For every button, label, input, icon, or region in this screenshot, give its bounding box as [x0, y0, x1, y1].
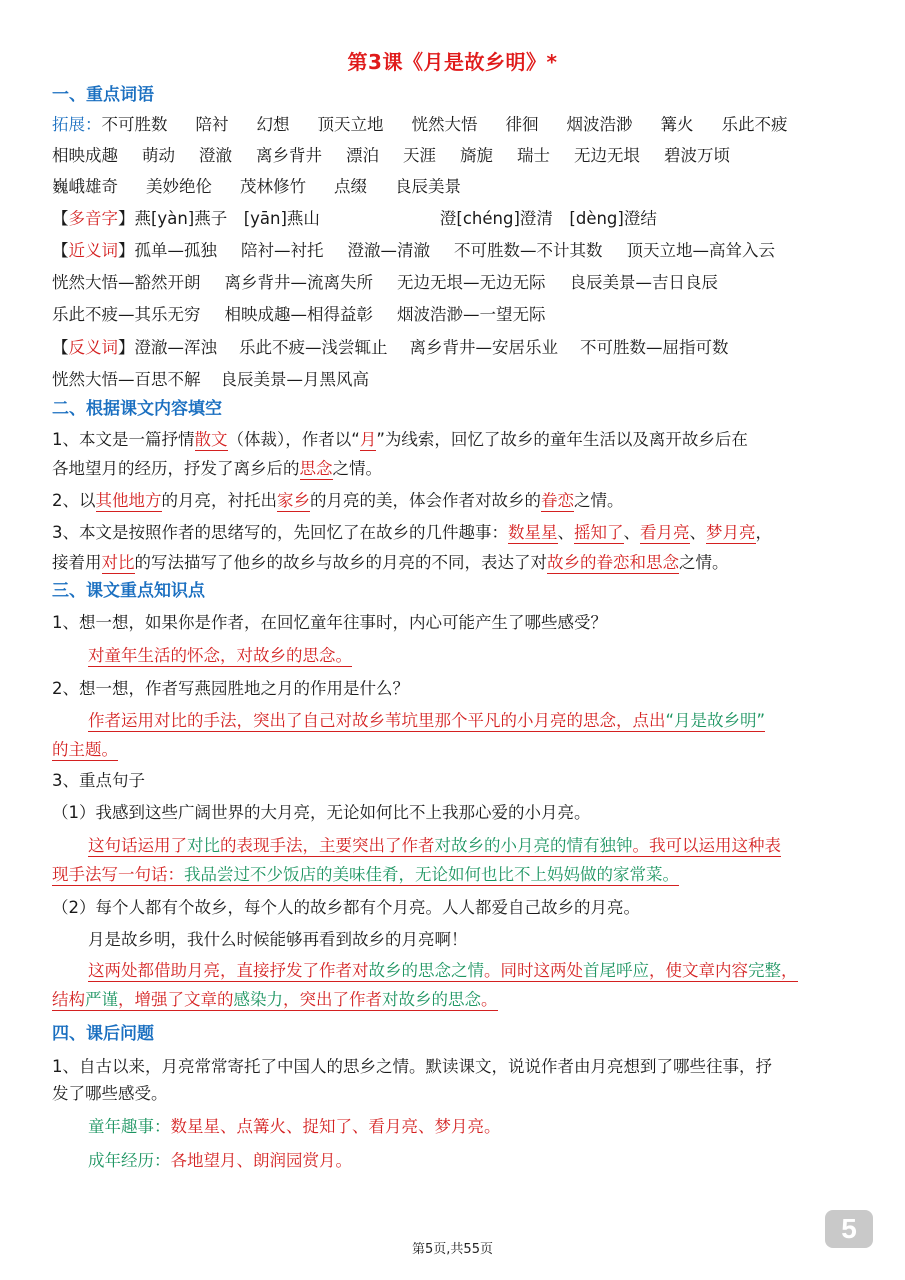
synonym-row-3 — [52, 304, 546, 326]
fill-q2-text-4: 之情。 — [574, 491, 624, 510]
ks2-ans-6: 完整 — [748, 961, 781, 980]
fill-q1-answer-clue: 月 — [359, 430, 377, 449]
fill-q3-sep: 、 — [689, 523, 706, 542]
know-a2-theme: “月是故乡明” — [665, 711, 766, 730]
vocab-word: 乐此不疲 — [721, 115, 788, 134]
ext-label: 拓展： — [52, 115, 102, 134]
vocab-word: 离乡背井 — [256, 146, 322, 165]
synonym-pair: 恍然大悟—豁然开朗 — [52, 273, 201, 292]
fill-q2-answer-1: 其他地方 — [95, 491, 162, 510]
fill-q1-answer-genre: 散文 — [194, 430, 228, 449]
antonym-row-2 — [52, 369, 369, 391]
synonym-pair: 相映成趣—相得益彰 — [224, 305, 373, 324]
ext-words-row-3 — [52, 176, 461, 198]
ks2-ans-12: ，突出了作者 — [283, 990, 382, 1009]
key-sentence-2-answer-line-2 — [52, 989, 498, 1011]
know-a2-line-1 — [52, 710, 765, 732]
antonym-pair: 良辰美景—月黑风高 — [220, 370, 369, 389]
fill-q3-sep: ， — [755, 523, 772, 542]
page-number-badge: 5 — [825, 1210, 873, 1248]
fill-q1-text-2: （体裁），作者以“ — [227, 430, 360, 449]
key-sentence-2-b: 月是故乡明，我什么时候能够再看到故乡的月亮啊！ — [88, 930, 468, 949]
ks2-ans-2: 故乡的思念之情 — [368, 961, 484, 980]
fill-q3-text: 3、本文是按照作者的思绪写的，先回忆了在故乡的几件趣事： — [52, 523, 508, 542]
vocab-word: 无边无垠 — [574, 146, 640, 165]
fill-q3-answer-1: 数星星 — [508, 523, 558, 542]
fill-q2-answer-3: 眷恋 — [541, 491, 574, 510]
know-a2-text-1: 作者运用 — [88, 711, 154, 730]
synonym-pair: 孤单—孤独 — [134, 241, 217, 260]
fill-q1-answer-feeling: 思念 — [299, 459, 333, 478]
after-q1-line-2: 发了哪些感受。 — [52, 1084, 168, 1103]
synonym-pair: 乐此不疲—其乐无穷 — [52, 305, 201, 324]
know-a2-text-2: 对比的手法，突出了自己对故乡苇坑里那个平凡的小月亮的思念，点出 — [154, 711, 666, 730]
vocab-word: 碧波万顷 — [664, 146, 730, 165]
synonym-pair: 离乡背井—流离失所 — [224, 273, 373, 292]
ks2-ans-13: 对故乡的思念 — [382, 990, 481, 1009]
ks1-ans-2: 对比 — [187, 836, 220, 855]
ks1-ans-4: 对故乡的小月亮的情有独钟 — [434, 836, 633, 855]
antonym-row-1: 【反义词】澄澈—浑浊 乐此不疲—浅尝辄止 离乡背井—安居乐业 不可胜数—屈指可数 — [52, 338, 729, 357]
fill-q3-text-2: 接着用 — [52, 553, 102, 572]
ks1-ans-3: 的表现手法，主要突出了作者 — [220, 836, 435, 855]
fill-q2-answer-2: 家乡 — [277, 491, 310, 510]
fill-q2-text-3: 的月亮的美，体会作者对故乡的 — [310, 491, 541, 510]
synonym-pair: 陪衬—衬托 — [241, 241, 324, 260]
ks2-ans-7: ， — [781, 961, 798, 980]
synonym-pair: 良辰美景—吉日良辰 — [569, 273, 718, 292]
antonym-pair: 恍然大悟—百思不解 — [52, 370, 201, 389]
key-sentence-2-answer-line-1 — [52, 960, 798, 982]
fill-q3-line-2 — [52, 552, 729, 574]
ks2-ans-5: ，使文章内容 — [649, 961, 748, 980]
fill-q3-answer-2: 摇知了 — [574, 523, 624, 542]
vocab-word: 恍然大悟 — [411, 115, 478, 134]
after-a1-adult — [52, 1150, 352, 1172]
vocab-word: 萌动 — [142, 146, 175, 165]
vocab-word: 不可胜数 — [101, 115, 168, 134]
fill-q1-text-3: ”为线索，回忆了故乡的童年生活以及离开故乡后在 — [376, 430, 748, 449]
fill-q3-text-4: 之情。 — [679, 553, 729, 572]
fill-q3-sep: 、 — [623, 523, 640, 542]
ks2-ans-1: 这两处都借助月亮，直接抒发了作者对 — [88, 961, 369, 980]
vocab-word: 漂泊 — [346, 146, 379, 165]
key-sentence-1: （1）我感到这些广阔世界的大月亮，无论如何比不上我那心爱的小月亮。 — [52, 803, 591, 822]
page-title — [0, 46, 905, 75]
vocab-word: 美妙绝伦 — [146, 177, 212, 196]
ext-words-row-2 — [52, 145, 730, 167]
synonym-label: 近义词 — [68, 241, 118, 260]
vocab-word: 徘徊 — [505, 115, 539, 134]
polyphone-a: 燕[yàn]燕子 [yān]燕山 — [134, 209, 320, 228]
adult-text: 各地望月、朗润园赏月。 — [170, 1151, 352, 1170]
know-a2-line-2 — [52, 739, 118, 761]
synonym-pair: 澄澈—清澈 — [347, 241, 430, 260]
fill-q3-answer-3: 看月亮 — [640, 523, 690, 542]
fill-q1-text: 1、本文是一篇抒情 — [52, 430, 195, 449]
antonym-label: 反义词 — [68, 338, 118, 357]
key-sentence-1-answer-line-1 — [52, 835, 781, 857]
vocab-word: 澄澈 — [199, 146, 232, 165]
ext-words-row-1 — [52, 114, 788, 136]
antonym-pair: 乐此不疲—浅尝辄止 — [239, 338, 388, 357]
know-q2: 2、想一想，作者写燕园胜地之月的作用是什么？ — [52, 679, 409, 698]
section-heading-4: 四、课后问题 — [52, 1024, 154, 1044]
synonym-row-1: 【近义词】孤单—孤独 陪衬—衬托 澄澈—清澈 不可胜数—不计其数 顶天立地—高耸入云 — [52, 241, 775, 260]
after-a1-childhood — [52, 1116, 501, 1138]
vocab-word: 点缀 — [334, 177, 367, 196]
fill-q3-text-3: 的写法描写了他乡的故乡与故乡的月亮的不同，表达了对 — [134, 553, 547, 572]
fill-q3-answer-5: 对比 — [101, 553, 135, 572]
adult-label: 成年经历： — [88, 1151, 171, 1170]
vocab-word: 良辰美景 — [395, 177, 461, 196]
fill-q2-text-2: 的月亮，衬托出 — [161, 491, 277, 510]
fill-q1-text-4: 各地望月的经历，抒发了离乡后的 — [52, 459, 300, 478]
ks2-ans-11: 感染力 — [233, 990, 283, 1009]
title-text: 第3课《月是故乡明》 — [347, 50, 547, 74]
vocab-word: 瑞士 — [517, 146, 550, 165]
know-q3: 3、重点句子 — [52, 771, 145, 790]
ks1-ans-7: 我品尝过不少饭店的美味佳肴，无论如何也比不上妈妈做的家常菜。 — [184, 865, 679, 884]
synonym-pair: 无边无垠—无边无际 — [397, 273, 546, 292]
fill-q3-line-1 — [52, 522, 772, 544]
vocab-word: 幻想 — [256, 115, 290, 134]
ks1-ans-1: 这句话运用了 — [88, 836, 187, 855]
fill-q1-line-1 — [52, 429, 748, 451]
key-sentence-1-answer-line-2 — [52, 864, 679, 886]
ks1-ans-6: 现手法写一句话： — [52, 865, 184, 884]
vocab-word: 顶天立地 — [317, 115, 384, 134]
fill-q3-answer-6: 故乡的眷恋和思念 — [547, 553, 679, 572]
childhood-text: 数星星、点篝火、捉知了、看月亮、梦月亮。 — [170, 1117, 501, 1136]
section-heading-2: 二、根据课文内容填空 — [52, 399, 222, 419]
vocab-word: 旖旎 — [460, 146, 493, 165]
fill-q2-line — [52, 490, 624, 512]
section-heading-3: 三、课文重点知识点 — [52, 581, 205, 601]
ks2-ans-4: 首尾呼应 — [583, 961, 649, 980]
ks2-ans-8: 结构 — [52, 990, 85, 1009]
fill-q1-line-2 — [52, 458, 382, 480]
title-mark: * — [546, 50, 558, 74]
ks1-ans-5: 。我可以运用这种表 — [632, 836, 781, 855]
vocab-word: 陪衬 — [195, 115, 229, 134]
synonym-pair: 顶天立地—高耸入云 — [626, 241, 775, 260]
polyphone-label: 多音字 — [68, 209, 118, 228]
polyphone-row: 【多音字】燕[yàn]燕子 [yān]燕山 澄[chéng]澄清 [dèng]澄结 — [52, 209, 657, 228]
vocab-word: 相映成趣 — [52, 146, 118, 165]
childhood-label: 童年趣事： — [88, 1117, 171, 1136]
ks2-ans-14: 。 — [481, 990, 498, 1009]
page-footer: 第5页,共55页 — [412, 1242, 493, 1257]
synonym-row-2 — [52, 272, 718, 294]
fill-q3-answer-4: 梦月亮 — [706, 523, 756, 542]
vocab-word: 茂林修竹 — [240, 177, 306, 196]
know-q1: 1、想一想，如果你是作者，在回忆童年往事时，内心可能产生了哪些感受？ — [52, 613, 607, 632]
ks2-ans-3: 。同时这两处 — [484, 961, 583, 980]
key-sentence-2-a: （2）每个人都有个故乡，每个人的故乡都有个月亮。人人都爱自己故乡的月亮。 — [52, 898, 640, 917]
polyphone-b: 澄[chéng]澄清 [dèng]澄结 — [439, 209, 657, 228]
know-a1 — [52, 645, 352, 667]
ks2-ans-10: ，增强了文章的 — [118, 990, 234, 1009]
fill-q3-sep: 、 — [557, 523, 574, 542]
vocab-word: 巍峨雄奇 — [52, 177, 118, 196]
fill-q1-text-5: 之情。 — [332, 459, 382, 478]
vocab-word: 篝火 — [660, 115, 694, 134]
know-a1-text: 对童年生活的怀念，对故乡的思念。 — [88, 646, 352, 665]
synonym-pair: 不可胜数—不计其数 — [454, 241, 603, 260]
antonym-pair: 澄澈—浑浊 — [134, 338, 217, 357]
after-q1-line-1: 1、自古以来，月亮常常寄托了中国人的思乡之情。默读课文，说说作者由月亮想到了哪些往事，抒 — [52, 1057, 772, 1076]
ks2-ans-9: 严谨 — [85, 990, 118, 1009]
vocab-word: 烟波浩渺 — [566, 115, 633, 134]
section-heading-1: 一、重点词语 — [52, 85, 154, 105]
know-a2-text-3: 的主题。 — [52, 740, 118, 759]
antonym-pair: 不可胜数—屈指可数 — [580, 338, 729, 357]
fill-q2-text: 2、以 — [52, 491, 96, 510]
synonym-pair: 烟波浩渺—一望无际 — [397, 305, 546, 324]
antonym-pair: 离乡背井—安居乐业 — [409, 338, 558, 357]
vocab-word: 天涯 — [403, 146, 436, 165]
